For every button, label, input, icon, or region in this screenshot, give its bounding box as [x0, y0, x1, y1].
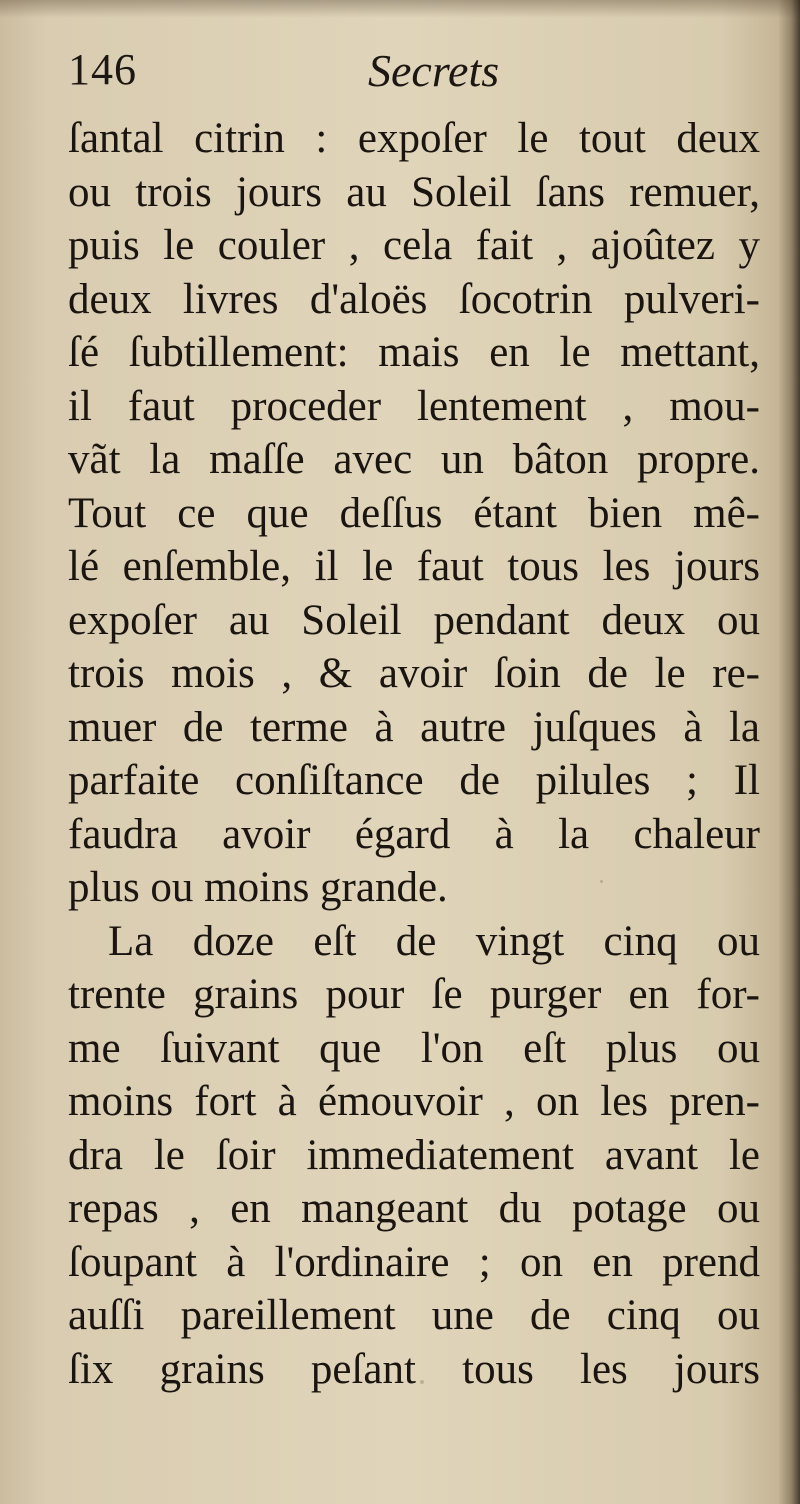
page-header [68, 44, 768, 104]
page-edge-shadow [778, 0, 800, 1504]
text-line: moins fort à émouvoir , on les pren- [68, 1078, 760, 1125]
paper-speck [420, 1380, 424, 1384]
text-line: plus ou moins grande. [68, 864, 448, 911]
text-line: ſoupant à l'ordinaire ; on en prend [68, 1238, 760, 1286]
paper-speck [600, 880, 603, 883]
paragraph-1 [68, 112, 760, 915]
paragraph-2 [68, 915, 760, 1397]
text-line: ſantal citrin : expoſer le tout deux [68, 115, 760, 162]
body-text [68, 112, 760, 1396]
text-line: Tout ce que deſſus étant bien mê- [68, 489, 760, 537]
text-line: puis le couler , cela fait , ajoûtez y [68, 222, 760, 269]
text-line: lé enſemble, il le faut tous les jours [68, 543, 760, 590]
text-line: trente grains pour ſe purger en for- [68, 971, 760, 1018]
text-line: ſix grains peſant tous les jours [68, 1345, 760, 1393]
text-line: dra le ſoir immediatement avant le [68, 1131, 760, 1179]
text-line: il faut proceder lentement , mou- [68, 382, 760, 430]
text-line: ou trois jours au Soleil ſans remuer, [68, 168, 760, 216]
text-line: repas , en mangeant du potage ou [68, 1185, 760, 1232]
text-line: faudra avoir égard à la chaleur [68, 810, 760, 858]
text-line: auſſi pareillement une de cinq ou [68, 1292, 760, 1339]
text-line: me ſuivant que l'on eſt plus ou [68, 1024, 760, 1072]
text-line: deux livres d'aloës ſocotrin pulveri- [68, 275, 760, 323]
text-line: La doze eſt de vingt cinq ou [108, 917, 760, 965]
text-line: muer de terme à autre juſques à la [68, 703, 760, 751]
text-line: vãt la maſſe avec un bâton propre. [68, 436, 760, 483]
paper-speck [140, 300, 143, 303]
text-line: ſé ſubtillement: mais en le mettant, [68, 329, 760, 376]
text-line: trois mois , & avoir ſoin de le re- [68, 650, 760, 697]
page-top-shadow [0, 0, 800, 18]
page-number: 146 [68, 45, 137, 94]
text-line: parfaite conſiſtance de pilules ; Il [68, 757, 760, 804]
text-line: expoſer au Soleil pendant deux ou [68, 596, 760, 644]
running-title: Secrets [368, 45, 500, 96]
